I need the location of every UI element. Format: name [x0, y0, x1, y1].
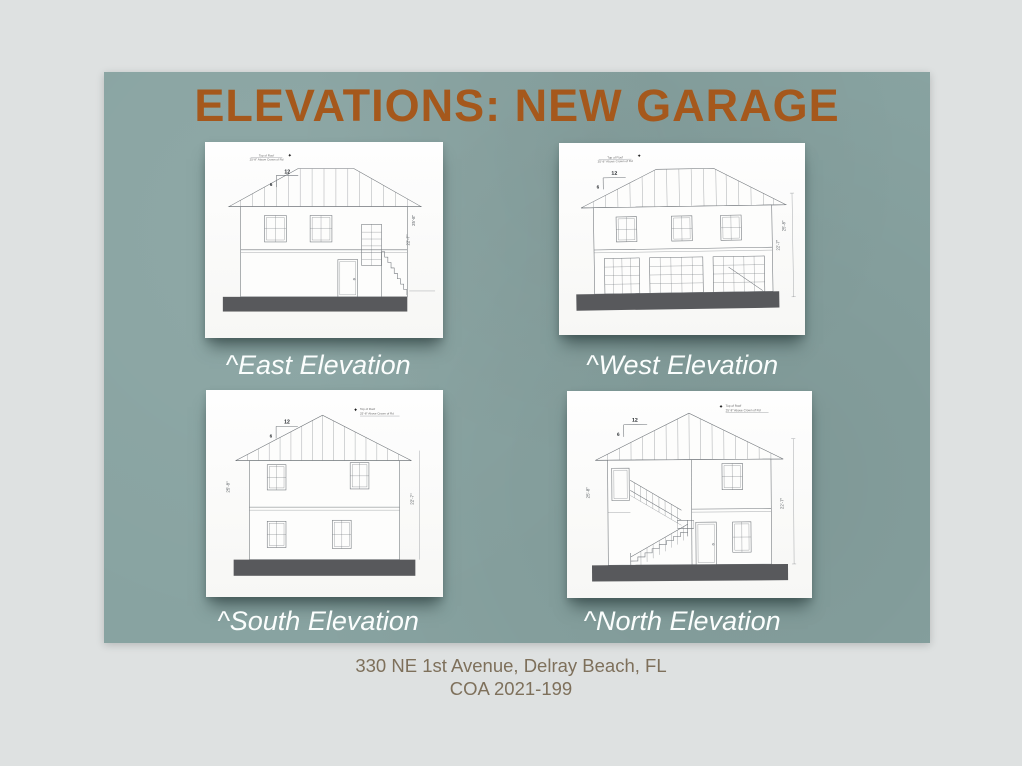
north-body — [608, 459, 772, 565]
svg-text:6: 6 — [596, 184, 600, 190]
svg-text:Top of Roof: Top of Roof — [725, 403, 742, 408]
west-roof-note — [598, 154, 641, 163]
south-roof — [236, 415, 412, 460]
east-foundation — [223, 297, 407, 312]
svg-text:25'-8" Above Crown of Rd: 25'-8" Above Crown of Rd — [597, 159, 633, 164]
north-arrow-icon — [288, 154, 291, 157]
north-dim-right: 22'-7" — [779, 497, 785, 510]
svg-text:25'-8" Above Crown of Rd: 25'-8" Above Crown of Rd — [725, 408, 761, 413]
slide-title: ELEVATIONS: NEW GARAGE — [194, 80, 840, 131]
east-elevation-label: ^East Elevation — [225, 350, 411, 380]
east-door — [338, 260, 358, 297]
svg-text:Top of Roof: Top of Roof — [360, 407, 376, 412]
svg-text:12: 12 — [611, 170, 618, 177]
svg-text:12: 12 — [631, 417, 638, 424]
svg-text:6: 6 — [617, 431, 620, 437]
north-arrow-icon — [354, 408, 357, 411]
west-foundation — [576, 291, 779, 311]
north-elevation-drawing — [566, 390, 812, 599]
north-roof — [595, 413, 783, 461]
svg-text:Top of Roof: Top of Roof — [258, 153, 275, 158]
north-elevation-label: ^North Elevation — [583, 606, 781, 636]
svg-text:12: 12 — [284, 169, 291, 176]
west-dim-upper: 25'-8" — [781, 220, 787, 232]
east-roof — [229, 168, 421, 206]
svg-text:6: 6 — [269, 182, 273, 188]
west-dim-lower: 22'-7" — [775, 239, 781, 251]
south-foundation — [234, 560, 416, 576]
north-dim-left: 25'-8" — [585, 487, 591, 499]
footer-coa-number: COA 2021-199 — [449, 678, 573, 699]
west-elevation-label: ^West Elevation — [585, 350, 779, 380]
east-elevation-card — [205, 142, 443, 338]
east-roof-note — [250, 154, 292, 162]
north-arrow-icon — [638, 154, 641, 157]
svg-text:25'-8" Above Crown of Rd: 25'-8" Above Crown of Rd — [360, 411, 394, 416]
east-dim-lower: 22'-7" — [405, 234, 411, 246]
svg-text:25'-8" Above Crown of Rd: 25'-8" Above Crown of Rd — [249, 157, 284, 162]
south-dim-right: 22'-7" — [409, 493, 415, 505]
west-pitch-marker — [596, 171, 626, 190]
east-elevation-drawing — [205, 142, 443, 338]
svg-text:6: 6 — [269, 433, 273, 439]
north-roof-note — [719, 404, 768, 413]
north-elevation-card — [567, 391, 812, 598]
south-elevation-label: ^South Elevation — [217, 606, 419, 636]
north-arrow-icon — [720, 405, 723, 408]
south-elevation-card — [206, 390, 443, 597]
footer-address: 330 NE 1st Avenue, Delray Beach, FL — [355, 655, 667, 676]
east-dim-upper: 25'-8" — [411, 214, 417, 226]
north-door — [696, 522, 717, 565]
south-dim-left: 25'-8" — [225, 481, 231, 493]
south-roof-note — [354, 407, 399, 416]
svg-text:Top of Roof: Top of Roof — [607, 155, 623, 160]
svg-text:12: 12 — [284, 419, 290, 426]
footer — [0, 654, 1022, 700]
west-elevation-card — [559, 143, 805, 335]
north-foundation — [592, 564, 788, 582]
north-pitch-marker — [617, 418, 647, 437]
south-elevation-drawing — [206, 390, 443, 597]
west-elevation-drawing — [558, 141, 807, 337]
south-body — [249, 461, 399, 560]
west-body — [593, 205, 773, 294]
slide — [104, 72, 930, 643]
